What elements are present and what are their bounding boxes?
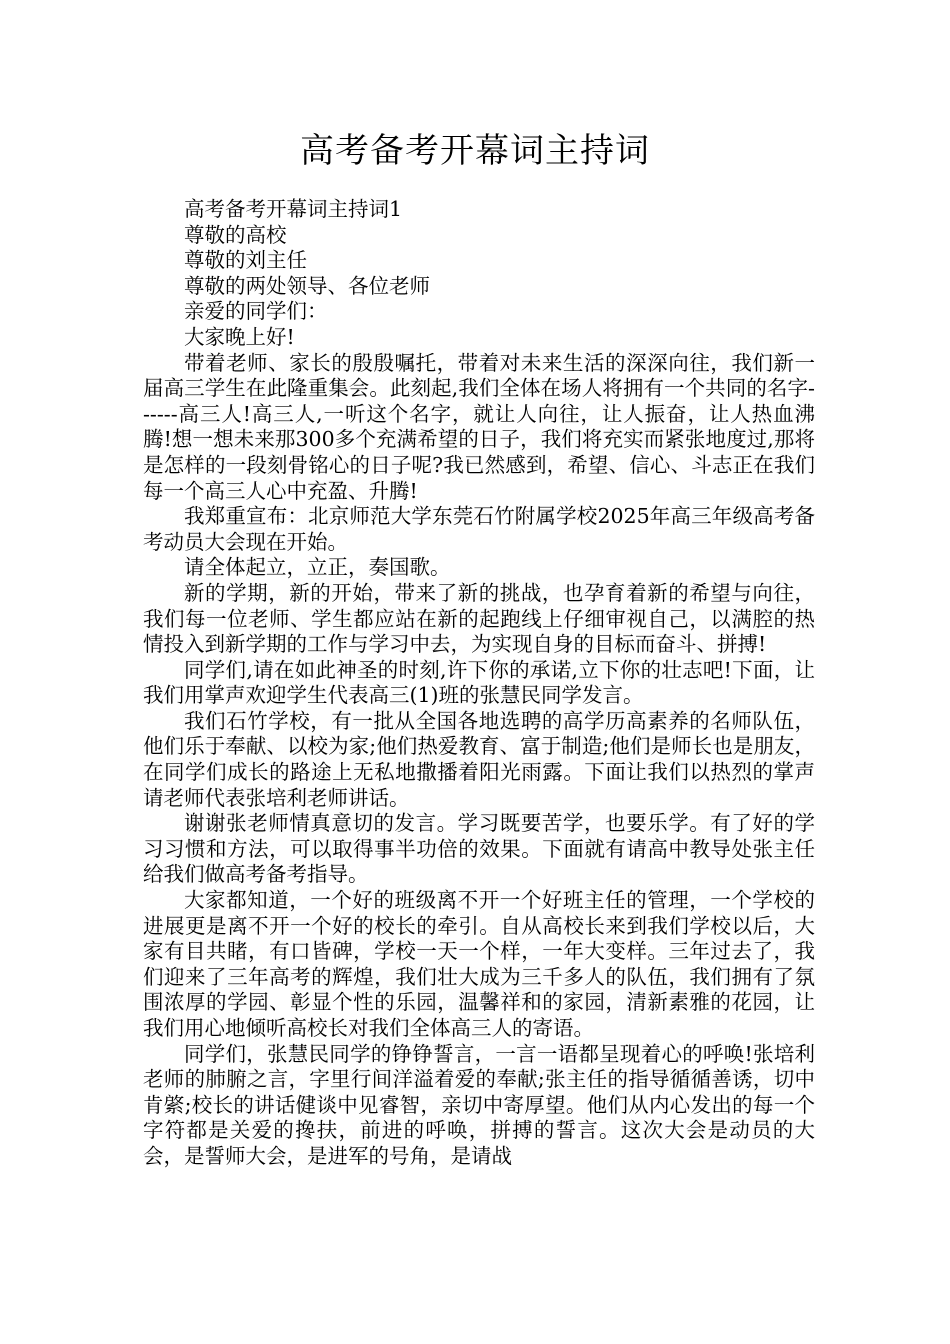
salutation-line: 亲爱的同学们： [184, 299, 328, 324]
body-paragraph: 带着老师、家长的殷殷嘱托，带着对未来生活的深深向往，我们新一届高三学生在此隆重集会。此刻起,我们全体在场人将拥有一个共同的名字------高三人!高三人,一听这个名字，就让人向往，让人振奋，让人热血沸腾!想一想未来那300多个充满希望的日子，我们将充实而紧张地度过,那将是怎样的一段刻骨铭心的日子呢?我已然感到，希望、信心、斗志正在我们每一个高三人心中充盈、升腾! [143, 350, 815, 503]
body-paragraph: 请全体起立，立正，奏国歌。 [184, 555, 451, 580]
body-paragraph: 大家都知道，一个好的班级离不开一个好班主任的管理，一个学校的进展更是离不开一个好的校长的牵引。自从高校长来到我们学校以后，大家有目共睹，有口皆碑，学校一天一个样，一年大变样。三年过去了，我们迎来了三年高考的辉煌，我们壮大成为三千多人的队伍，我们拥有了氛围浓厚的学园、彰显个性的乐园，温馨祥和的家园，清新素雅的花园，让我们用心地倾听高校长对我们全体高三人的寄语。 [143, 888, 815, 1040]
salutation-line: 尊敬的两处领导、各位老师 [184, 273, 430, 298]
body-paragraph: 同学们，张慧民同学的铮铮誓言，一言一语都呈现着心的呼唤!张培利老师的肺腑之言，字里行间洋溢着爱的奉献;张主任的指导循循善诱，切中肯綮;校长的讲话健谈中见睿智，亲切中寄厚望。他们从内心发出的每一个字符都是关爱的搀扶，前进的呼唤，拼搏的誓言。这次大会是动员的大会，是誓师大会，是进军的号角，是请战 [143, 1041, 815, 1168]
body-paragraph: 我们石竹学校，有一批从全国各地选聘的高学历高素养的名师队伍，他们乐于奉献、以校为家;他们热爱教育、富于制造;他们是师长也是朋友，在同学们成长的路途上无私地撒播着阳光雨露。下面让我们以热烈的掌声请老师代表张培利老师讲话。 [143, 708, 815, 810]
body-paragraph: 同学们,请在如此神圣的时刻,许下你的承诺,立下你的壮志吧!下面，让我们用掌声欢迎学生代表高三(1)班的张慧民同学发言。 [143, 657, 815, 708]
document-body [143, 197, 815, 1170]
salutation-line: 尊敬的刘主任 [184, 248, 307, 273]
greeting-line: 大家晚上好! [184, 324, 295, 349]
paragraph-heading: 高考备考开幕词主持词1 [184, 197, 403, 221]
body-paragraph: 我郑重宣布：北京师范大学东莞石竹附属学校2025年高三年级高考备考动员大会现在开始。 [143, 504, 815, 554]
salutation-line: 尊敬的高校 [184, 222, 287, 247]
body-paragraph: 新的学期，新的开始，带来了新的挑战，也孕育着新的希望与向往，我们每一位老师、学生都应站在新的起跑线上仔细审视自己，以满腔的热情投入到新学期的工作与学习中去，为实现自身的目标而奋斗、拼搏! [143, 580, 815, 657]
document-title: 高考备考开幕词主持词 [300, 131, 650, 171]
body-paragraph: 谢谢张老师情真意切的发言。学习既要苦学，也要乐学。有了好的学习习惯和方法，可以取得事半功倍的效果。下面就有请高中教导处张主任给我们做高考备考指导。 [143, 811, 815, 887]
